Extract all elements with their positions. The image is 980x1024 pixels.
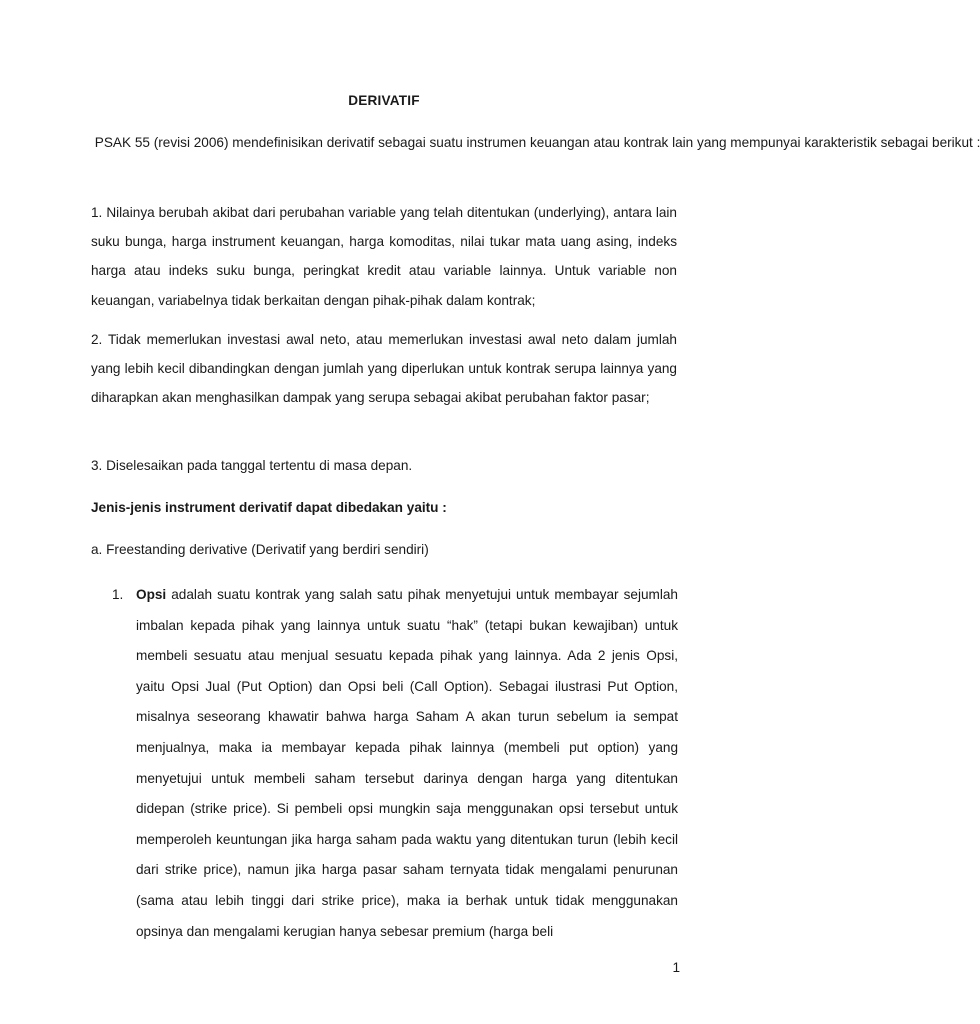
characteristic-3: 3. Diselesaikan pada tanggal tertentu di masa depan. (91, 458, 413, 473)
intro-text: PSAK 55 (revisi 2006) mendefinisikan derivatif sebagai suatu instrumen keuangan atau kontrak lain yang mempunyai karakteristik sebagai berikut : (91, 135, 980, 150)
list-number: 1. (112, 587, 124, 602)
term-opsi: Opsi (136, 587, 167, 602)
opsi-description: adalah suatu kontrak yang salah satu pihak menyetujui untuk membayar sejumlah imbalan kepada pihak yang lainnya untuk suatu “hak” (tetapi bukan kewajiban) untuk membeli sesuatu atau menjual sesuatu kepada pihak yang lainnya. Ada 2 jenis Opsi, yaitu Opsi Jual (Put Option) dan Opsi beli (Call Option). Sebagai ilustrasi Put Option, misalnya seseorang khawatir bahwa harga Saham A akan turun sebelum ia sempat menjualnya, maka ia membayar kepada pihak lainnya (membeli put option) yang menyetujui untuk membeli saham tersebut darinya dengan harga yang ditentukan didepan (strike price). Si pembeli opsi mungkin saja menggunakan opsi tersebut untuk memperoleh keuntungan jika harga saham pada waktu yang ditentukan turun (lebih kecil dari strike price), namun jika harga pasar saham ternyata tidak mengalami penurunan (sama atau lebih tinggi dari strike price), maka ia berhak untuk tidak menggunakan opsinya dan mengalami kerugian hanya sebesar premium (harga beli (136, 587, 678, 939)
characteristic-1: 1. Nilainya berubah akibat dari perubahan variable yang telah ditentukan (underlying), antara lain suku bunga, harga instrument keuangan, harga komoditas, nilai tukar mata uang asing, indeks harga atau indeks suku bunga, peringkat kredit atau variable lainnya. Untuk variable non keuangan, variabelnya tidak berkaitan dengan pihak-pihak dalam kontrak; (91, 205, 677, 308)
characteristic-2: 2. Tidak memerlukan investasi awal neto, atau memerlukan investasi awal neto dalam jumlah yang lebih kecil dibandingkan dengan jumlah yang diperlukan untuk kontrak serupa lainnya yang diharapkan akan menghasilkan dampak yang serupa sebagai akibat perubahan faktor pasar; (91, 332, 677, 406)
list-body (136, 580, 678, 947)
intro-paragraph (91, 128, 980, 157)
document-title: DERIVATIF (348, 93, 420, 108)
types-heading: Jenis-jenis instrument derivatif dapat dibedakan yaitu : (91, 500, 447, 515)
freestanding-heading: a. Freestanding derivative (Derivatif yang berdiri sendiri) (91, 542, 429, 557)
page-number: 1 (672, 960, 680, 975)
